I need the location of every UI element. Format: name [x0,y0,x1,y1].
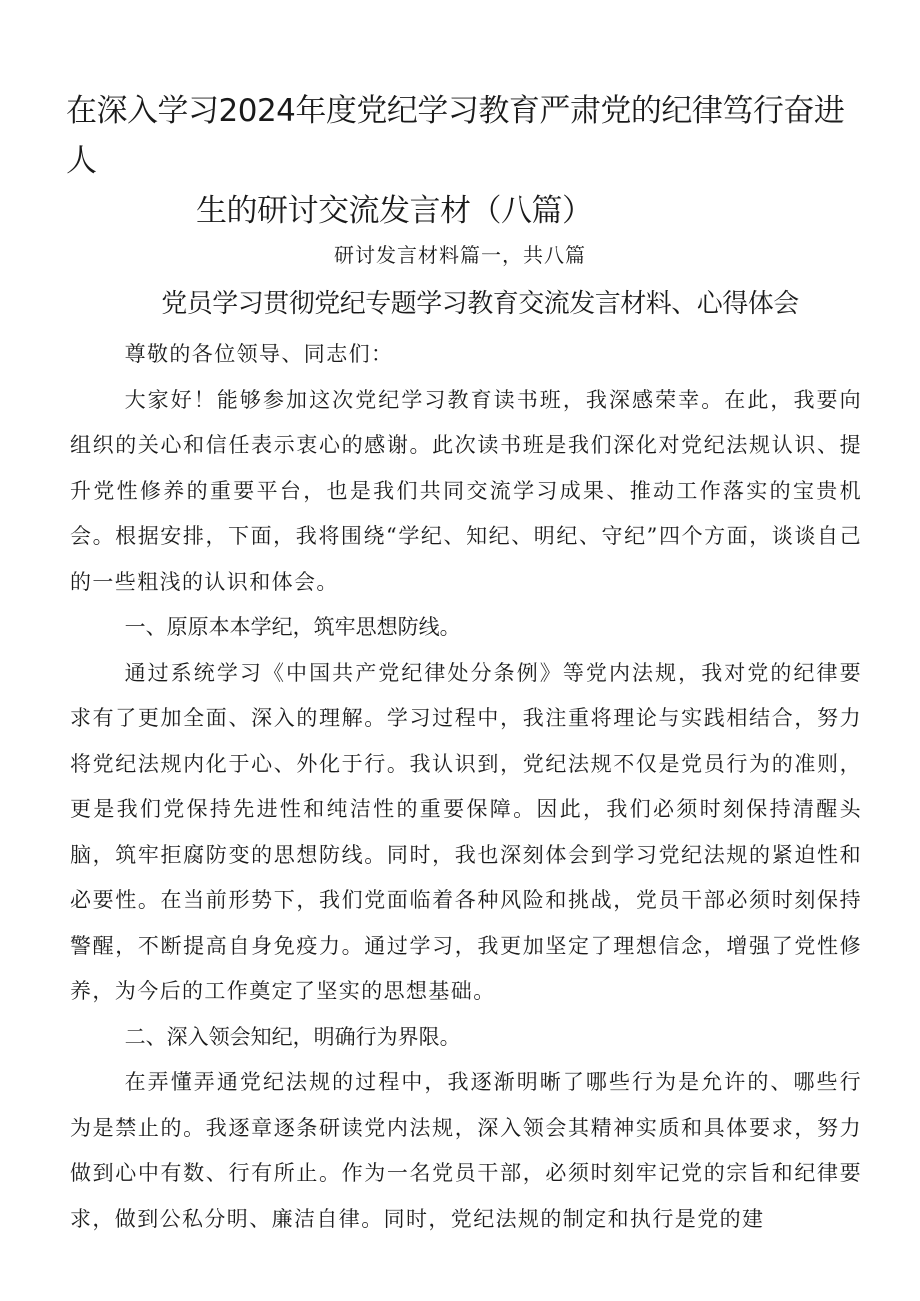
section-paragraph-2: 在弄懂弄通党纪法规的过程中，我逐渐明晰了哪些行为是允许的、哪些行为是禁止的。我逐章逐条研读党内法规，深入领会其精神实质和具体要求，努力做到心中有数、行有所止。作为一名党员干部，必须时刻牢记党的宗旨和纪律要求，做到公私分明、廉洁自律。同时，党纪法规的制定和执行是党的建 [70,1070,862,1231]
intro-paragraph: 大家好！能够参加这次党纪学习教育读书班，我深感荣幸。在此，我要向组织的关心和信任表示衷心的感谢。此次读书班是我们深化对党纪法规认识、提升党性修养的重要平台，也是我们共同交流学习成果、推动工作落实的宝贵机会。根据安排，下面，我将围绕“学纪、知纪、明纪、守纪”四个方面，谈谈自己的一些粗浅的认识和体会。 [70,387,862,594]
section-heading-2: 二、深入领会知纪，明确行为界限。 [124,1024,461,1049]
document-title [66,86,866,236]
section-heading-1: 一、原原本本学纪，筑牢思想防线。 [124,615,461,639]
document-subtitle: 研讨发言材料篇一，共八篇 [334,243,586,267]
section-paragraph-1: 通过系统学习《中国共产党纪律处分条例》等党内法规，我对党的纪律要求有了更加全面、深入的理解。学习过程中，我注重将理论与实践相结合，努力将党纪法规内化于心、外化于行。我认识到，党纪法规不仅是党员行为的准则，更是我们党保持先进性和纯洁性的重要保障。因此，我们必须时刻保持清醒头脑，筑牢拒腐防变的思想防线。同时，我也深刻体会到学习党纪法规的紧迫性和必要性。在当前形势下，我们党面临着各种风险和挑战，党员干部必须时刻保持警醒，不断提高自身免疫力。通过学习，我更加坚定了理想信念，增强了党性修养，为今后的工作奠定了坚实的思想基础。 [70,660,862,1003]
document-title-line2: 生的研讨交流发言材（八篇） [196,193,593,229]
article-body [70,332,862,1242]
greeting-paragraph: 尊敬的各位领导、同志们： [124,342,394,366]
article-heading: 党员学习贯彻党纪专题学习教育交流发言材料、心得体会 [161,289,799,319]
document-title-line1: 在深入学习2024年度党纪学习教育严肃党的纪律笃行奋进人 [66,93,845,179]
